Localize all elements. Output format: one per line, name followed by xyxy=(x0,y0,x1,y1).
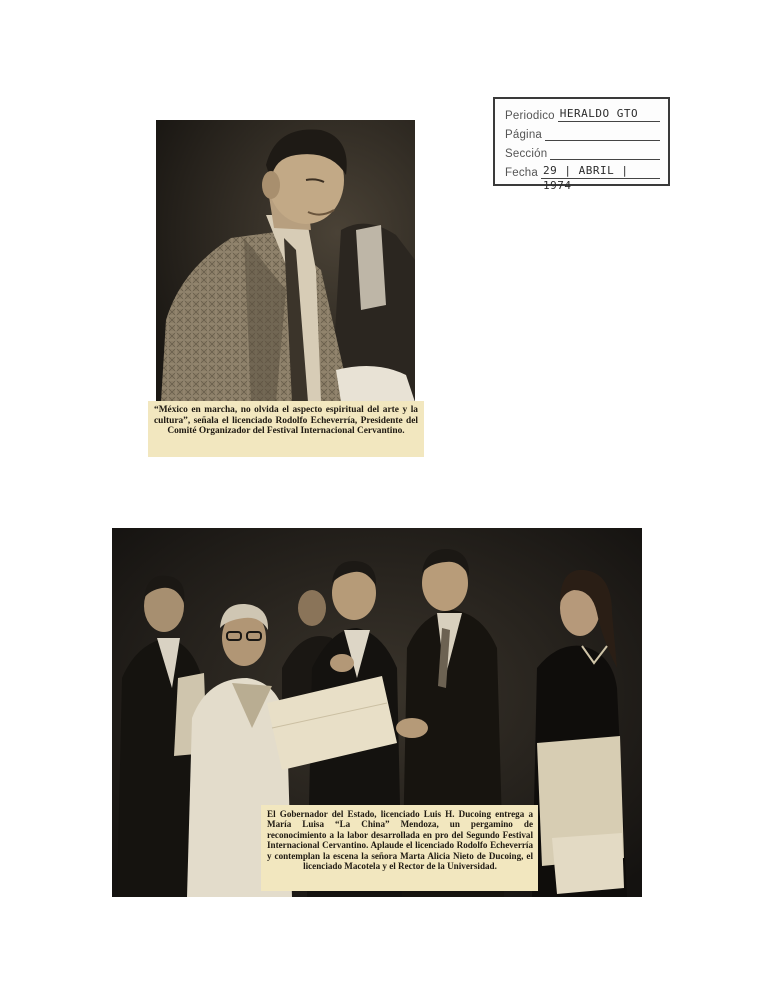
stamp-seccion-value xyxy=(550,144,660,160)
photo-man-in-suit-icon xyxy=(156,120,415,402)
clipping1-photo xyxy=(156,120,415,402)
stamp-pagina-label: Página xyxy=(505,129,543,141)
stamp-fecha-row xyxy=(505,160,660,192)
stamp-seccion-row xyxy=(505,141,660,160)
clipping1-caption: “México en marcha, no olvida el aspecto espiritual del arte y la cultura”, señala el licenciado Rodolfo Echeverría, Presidente del Comité Organizador del Festival Internacional Cervantino. xyxy=(148,401,424,457)
stamp-periodico-value: HERALDO GTO xyxy=(558,106,660,122)
clipping2-caption: El Gobernador del Estado, licenciado Luis H. Ducoing entrega a María Luisa “La China” Mendoza, un pergamino de reconocimiento a la labor desarrollada en pro del Segundo Festival Internacional Cervantino. Aplaude el licenciado Rodolfo Echeverría y contemplan la escena la señora Marta Alicia Nieto de Ducoing, el licenciado Macotela y el Rector de la Universidad. xyxy=(261,805,538,891)
stamp-periodico-row xyxy=(505,103,660,122)
archive-stamp xyxy=(493,97,670,192)
stamp-pagina-value xyxy=(545,125,660,141)
stamp-fecha-value: 29 | ABRIL | 1974 xyxy=(541,163,660,179)
stamp-fecha-label: Fecha xyxy=(505,167,538,179)
stamp-seccion-label: Sección xyxy=(505,148,548,160)
stamp-periodico-label: Periodico xyxy=(505,110,555,122)
stamp-pagina-row xyxy=(505,122,660,141)
